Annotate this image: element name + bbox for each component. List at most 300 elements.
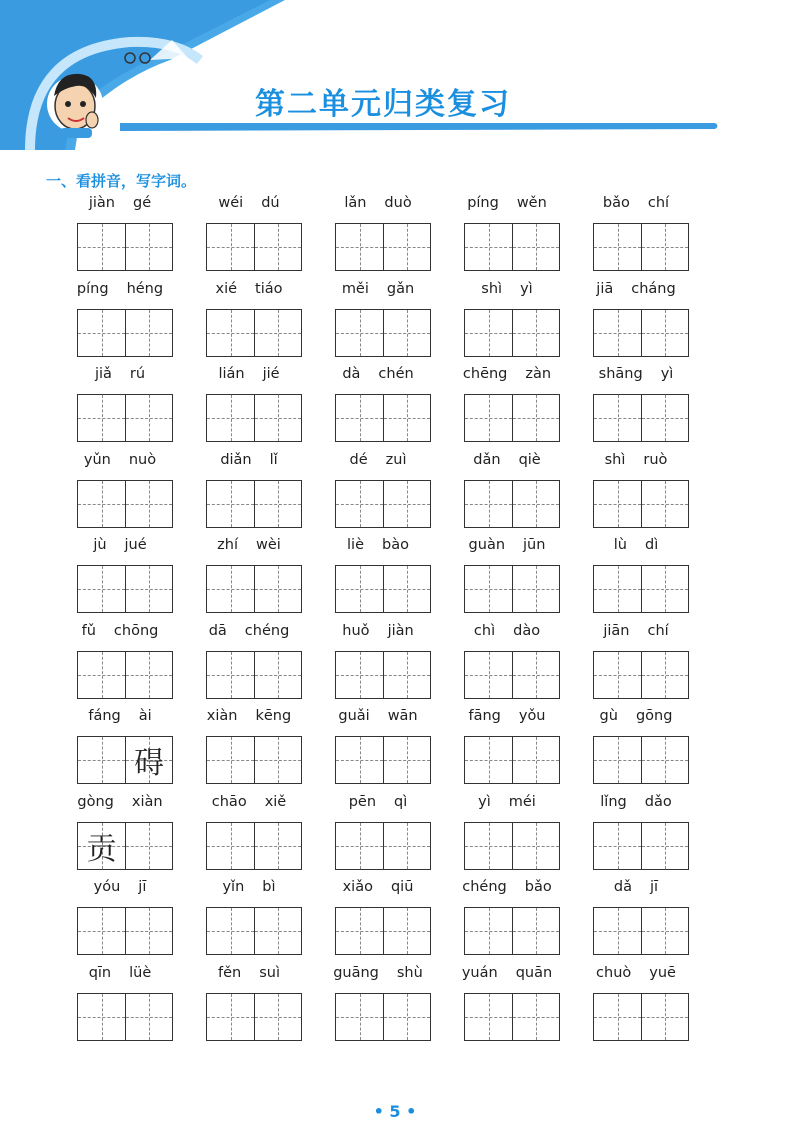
pinyin-syllable: lüè [129, 964, 152, 981]
writing-box-pair [593, 565, 689, 613]
pinyin-syllable: nuò [128, 451, 157, 468]
writing-box-pair [464, 993, 560, 1041]
exercise-item [189, 537, 318, 623]
writing-cell[interactable] [512, 224, 559, 270]
pinyin-syllable: tiáo [255, 280, 283, 297]
writing-cell[interactable] [254, 224, 301, 270]
pinyin-syllable: bào [382, 537, 409, 553]
exercise-row [60, 452, 750, 538]
writing-cell[interactable] [465, 908, 512, 954]
writing-cell[interactable] [512, 395, 559, 441]
exercise-item [60, 708, 189, 794]
writing-cell[interactable] [641, 481, 688, 527]
pinyin-syllable: chéng [462, 879, 507, 895]
pinyin-label [189, 879, 309, 895]
writing-cell[interactable] [125, 652, 172, 698]
writing-cell[interactable] [383, 566, 430, 612]
writing-box-pair [335, 309, 431, 357]
pinyin-syllable: měi [341, 280, 369, 297]
writing-cell[interactable] [125, 481, 172, 527]
exercise-item [447, 366, 576, 452]
writing-cell[interactable] [78, 652, 125, 698]
writing-cell[interactable] [78, 566, 125, 612]
writing-cell[interactable] [594, 823, 641, 869]
pinyin-label [576, 452, 696, 468]
pinyin-syllable: lián [218, 366, 245, 382]
exercise-row [60, 965, 750, 1051]
writing-box-pair [335, 565, 431, 613]
writing-cell[interactable] [641, 908, 688, 954]
writing-box-pair [335, 394, 431, 442]
pinyin-label [318, 965, 438, 981]
pinyin-syllable: shù [396, 964, 423, 981]
writing-cell[interactable] [125, 737, 172, 783]
writing-box-pair [464, 480, 560, 528]
pinyin-syllable: pēn [348, 793, 377, 810]
writing-cell[interactable] [512, 908, 559, 954]
pinyin-syllable: chí [647, 622, 669, 639]
writing-cell[interactable] [336, 737, 383, 783]
pinyin-syllable: jié [262, 366, 280, 382]
pinyin-syllable: jī [650, 879, 659, 895]
writing-box-pair [335, 223, 431, 271]
pinyin-syllable: yuē [649, 964, 676, 981]
exercise-item [189, 623, 318, 709]
writing-cell[interactable] [336, 566, 383, 612]
exercise-item [189, 452, 318, 538]
pinyin-label [60, 708, 180, 724]
writing-cell[interactable] [594, 310, 641, 356]
writing-cell[interactable] [78, 481, 125, 527]
exercise-row [60, 537, 750, 623]
writing-cell[interactable] [336, 395, 383, 441]
pinyin-syllable: chōng [113, 622, 159, 639]
pinyin-syllable: wèi [256, 537, 281, 553]
pinyin-syllable: dā [208, 622, 227, 639]
writing-cell[interactable] [641, 994, 688, 1040]
pinyin-label [447, 281, 567, 297]
writing-box-pair [593, 907, 689, 955]
pinyin-syllable: guàn [468, 537, 506, 553]
writing-cell[interactable] [512, 737, 559, 783]
pinyin-syllable: chāo [211, 793, 247, 810]
pinyin-label [576, 623, 696, 639]
writing-cell[interactable] [594, 566, 641, 612]
pinyin-label [189, 965, 309, 981]
pinyin-syllable: yuán [461, 964, 498, 981]
pinyin-label [60, 452, 180, 468]
exercise-item [318, 965, 447, 1051]
exercise-item [60, 452, 189, 538]
writing-cell[interactable] [254, 395, 301, 441]
pinyin-syllable: jiǎ [94, 366, 112, 382]
writing-cell[interactable] [641, 652, 688, 698]
pinyin-label [318, 537, 438, 553]
writing-cell[interactable] [383, 395, 430, 441]
exercise-item [447, 195, 576, 281]
pinyin-label [576, 281, 696, 297]
writing-cell[interactable] [383, 310, 430, 356]
pinyin-syllable: quān [515, 964, 553, 981]
writing-box-pair [77, 822, 173, 870]
writing-cell[interactable] [336, 823, 383, 869]
exercise-item [60, 537, 189, 623]
pinyin-syllable: rú [129, 366, 146, 382]
pinyin-syllable: gù [599, 708, 618, 724]
pinyin-syllable: wān [387, 708, 418, 724]
writing-cell[interactable] [78, 310, 125, 356]
pinyin-syllable: fǔ [81, 622, 96, 639]
exercise-item [318, 537, 447, 623]
pinyin-syllable: dé [349, 451, 368, 468]
writing-cell[interactable] [383, 994, 430, 1040]
writing-cell[interactable] [78, 224, 125, 270]
writing-cell[interactable] [78, 908, 125, 954]
pinyin-syllable: jiàn [387, 622, 414, 639]
exercise-item [60, 366, 189, 452]
writing-cell[interactable] [641, 737, 688, 783]
pinyin-syllable: qīn [88, 964, 112, 981]
writing-cell[interactable] [254, 652, 301, 698]
pinyin-syllable: chí [647, 195, 670, 211]
exercise-item [189, 708, 318, 794]
writing-cell[interactable] [254, 908, 301, 954]
pinyin-label [60, 623, 180, 639]
pinyin-syllable: méi [508, 793, 536, 810]
pinyin-syllable: chéng [244, 622, 290, 639]
pinyin-label [447, 623, 567, 639]
writing-cell[interactable] [336, 224, 383, 270]
pinyin-syllable: liè [347, 537, 364, 553]
pinyin-label [318, 366, 438, 382]
writing-cell[interactable] [254, 481, 301, 527]
writing-cell[interactable] [336, 481, 383, 527]
pinyin-syllable: jiàn [88, 195, 115, 211]
exercise-item [60, 879, 189, 965]
writing-cell[interactable] [465, 823, 512, 869]
pinyin-label [318, 708, 438, 724]
writing-box-pair [464, 822, 560, 870]
pinyin-syllable: dǎn [473, 451, 501, 468]
writing-cell[interactable] [383, 224, 430, 270]
writing-cell[interactable] [641, 823, 688, 869]
writing-box-pair [206, 993, 302, 1041]
writing-box-pair [593, 736, 689, 784]
pinyin-label [60, 366, 180, 382]
writing-cell[interactable] [207, 823, 254, 869]
pinyin-label [189, 537, 309, 553]
writing-cell[interactable] [336, 652, 383, 698]
writing-box-pair [464, 565, 560, 613]
writing-cell[interactable] [254, 566, 301, 612]
writing-box-pair [593, 480, 689, 528]
pinyin-label [189, 623, 309, 639]
pinyin-syllable: yóu [93, 879, 121, 895]
handwritten-character: 贡 [86, 831, 117, 867]
exercise-item [576, 879, 705, 965]
exercise-item [318, 195, 447, 281]
header-banner [0, 0, 790, 150]
writing-cell[interactable] [207, 994, 254, 1040]
writing-cell[interactable] [125, 908, 172, 954]
writing-cell[interactable] [594, 481, 641, 527]
writing-cell[interactable] [207, 224, 254, 270]
writing-cell[interactable] [383, 823, 430, 869]
writing-cell[interactable] [125, 395, 172, 441]
pinyin-syllable: kēng [255, 708, 292, 724]
writing-cell[interactable] [125, 310, 172, 356]
writing-box-pair [593, 651, 689, 699]
writing-cell[interactable] [641, 310, 688, 356]
exercise-item [576, 195, 705, 281]
writing-cell[interactable] [465, 652, 512, 698]
exercise-item [447, 452, 576, 538]
pinyin-syllable: qiū [390, 879, 414, 895]
pinyin-label [60, 965, 180, 981]
writing-cell[interactable] [125, 224, 172, 270]
exercise-item [318, 366, 447, 452]
exercise-item [189, 195, 318, 281]
pinyin-syllable: bǎo [602, 195, 630, 211]
writing-box-pair [206, 822, 302, 870]
writing-cell[interactable] [336, 908, 383, 954]
writing-cell[interactable] [254, 994, 301, 1040]
exercise-item [189, 879, 318, 965]
pinyin-syllable: chēng [462, 366, 508, 382]
writing-box-pair [335, 651, 431, 699]
writing-box-pair [464, 223, 560, 271]
writing-cell[interactable] [207, 310, 254, 356]
writing-cell[interactable] [594, 652, 641, 698]
writing-cell[interactable] [383, 652, 430, 698]
writing-cell[interactable] [207, 652, 254, 698]
pinyin-exercise-grid [60, 195, 750, 1050]
pinyin-syllable: lǐng [600, 793, 627, 810]
writing-cell[interactable] [641, 566, 688, 612]
pinyin-syllable: gǎn [386, 280, 415, 297]
writing-box-pair [464, 907, 560, 955]
pinyin-label [318, 623, 438, 639]
exercise-item [447, 708, 576, 794]
exercise-row [60, 281, 750, 367]
pinyin-syllable: shì [481, 280, 503, 297]
writing-cell[interactable] [512, 481, 559, 527]
writing-cell[interactable] [465, 224, 512, 270]
pinyin-label [318, 879, 438, 895]
exercise-item [447, 281, 576, 367]
pinyin-syllable: duò [384, 195, 412, 211]
writing-cell[interactable] [207, 908, 254, 954]
pinyin-syllable: jué [124, 537, 147, 553]
pinyin-label [189, 794, 309, 810]
exercise-item [189, 281, 318, 367]
pinyin-syllable: bǎo [524, 879, 552, 895]
writing-cell[interactable] [594, 737, 641, 783]
pinyin-syllable: jiā [596, 280, 614, 297]
writing-cell[interactable] [383, 737, 430, 783]
pinyin-label [189, 452, 309, 468]
exercise-row [60, 623, 750, 709]
pinyin-label [576, 965, 696, 981]
pinyin-label [60, 195, 180, 211]
exercise-item [576, 537, 705, 623]
exercise-item [576, 452, 705, 538]
writing-cell[interactable] [594, 224, 641, 270]
writing-cell[interactable] [336, 994, 383, 1040]
pinyin-syllable: dà [342, 366, 361, 382]
pinyin-label [447, 708, 567, 724]
pinyin-syllable: suì [259, 964, 280, 981]
writing-box-pair [593, 223, 689, 271]
writing-cell[interactable] [254, 737, 301, 783]
writing-box-pair [206, 736, 302, 784]
writing-cell[interactable] [512, 994, 559, 1040]
writing-cell[interactable] [512, 310, 559, 356]
writing-cell[interactable] [78, 737, 125, 783]
pinyin-syllable: gōng [635, 708, 673, 724]
writing-cell[interactable] [465, 395, 512, 441]
writing-cell[interactable] [125, 566, 172, 612]
writing-box-pair [77, 736, 173, 784]
writing-box-pair [206, 309, 302, 357]
pinyin-label [318, 794, 438, 810]
writing-box-pair [206, 907, 302, 955]
exercise-item [318, 281, 447, 367]
pinyin-label [576, 537, 696, 553]
writing-box-pair [464, 651, 560, 699]
pinyin-syllable: guāng [333, 964, 379, 981]
exercise-item [60, 794, 189, 880]
header-decoration [0, 0, 790, 150]
pinyin-syllable: héng [126, 280, 164, 297]
pinyin-syllable: jù [93, 537, 107, 553]
exercise-item [318, 708, 447, 794]
header-underline-bar [120, 123, 718, 131]
pinyin-label [576, 195, 696, 211]
pinyin-syllable: jiān [603, 622, 630, 639]
writing-box-pair [335, 736, 431, 784]
pinyin-label [318, 195, 438, 211]
writing-box-pair [593, 394, 689, 442]
pinyin-syllable: jūn [523, 537, 546, 553]
pinyin-syllable: zuì [385, 451, 407, 468]
writing-cell[interactable] [383, 908, 430, 954]
pinyin-syllable: lǎn [344, 195, 367, 211]
exercise-item [189, 794, 318, 880]
exercise-item [318, 879, 447, 965]
writing-cell[interactable] [512, 823, 559, 869]
writing-cell[interactable] [465, 994, 512, 1040]
pinyin-syllable: chén [378, 366, 414, 382]
pinyin-label [447, 965, 567, 981]
exercise-item [189, 366, 318, 452]
pinyin-label [447, 537, 567, 553]
writing-box-pair [206, 480, 302, 528]
pinyin-syllable: gòng [77, 793, 114, 810]
pinyin-syllable: yǐn [222, 879, 245, 895]
writing-cell[interactable] [594, 908, 641, 954]
writing-cell[interactable] [207, 566, 254, 612]
pinyin-label [447, 452, 567, 468]
page-title: 第二单元归类复习 [255, 87, 511, 122]
writing-cell[interactable] [254, 823, 301, 869]
writing-cell[interactable] [512, 652, 559, 698]
writing-box-pair [593, 993, 689, 1041]
writing-cell[interactable] [125, 994, 172, 1040]
writing-box-pair [77, 907, 173, 955]
pinyin-syllable: xié [215, 280, 238, 297]
pinyin-label [576, 794, 696, 810]
writing-box-pair [464, 309, 560, 357]
writing-box-pair [77, 223, 173, 271]
writing-cell[interactable] [641, 395, 688, 441]
pinyin-syllable: lǐ [269, 451, 278, 468]
writing-box-pair [77, 394, 173, 442]
pinyin-label [60, 794, 180, 810]
pinyin-syllable: xiàn [131, 793, 163, 810]
writing-cell[interactable] [336, 310, 383, 356]
writing-cell[interactable] [125, 823, 172, 869]
pinyin-syllable: shāng [598, 366, 643, 382]
exercise-item [447, 537, 576, 623]
exercise-item [576, 623, 705, 709]
writing-cell[interactable] [512, 566, 559, 612]
writing-box-pair [335, 993, 431, 1041]
exercise-item [318, 623, 447, 709]
writing-cell[interactable] [78, 395, 125, 441]
writing-cell[interactable] [207, 395, 254, 441]
pinyin-syllable: ruò [643, 451, 668, 468]
pinyin-syllable: xiǎo [342, 879, 373, 895]
pinyin-syllable: guǎi [338, 708, 370, 724]
writing-cell[interactable] [383, 481, 430, 527]
pinyin-syllable: qiè [518, 451, 541, 468]
pinyin-syllable: ài [138, 708, 152, 724]
exercise-item [576, 965, 705, 1051]
pinyin-label [60, 281, 180, 297]
pinyin-label [189, 281, 309, 297]
pinyin-syllable: diǎn [220, 451, 252, 468]
pinyin-syllable: yì [478, 793, 491, 810]
exercise-item [447, 879, 576, 965]
writing-cell[interactable] [594, 994, 641, 1040]
pinyin-syllable: dǎ [613, 879, 633, 895]
pinyin-syllable: qì [394, 793, 408, 810]
writing-cell[interactable] [465, 481, 512, 527]
writing-cell[interactable] [78, 823, 125, 869]
writing-box-pair [77, 309, 173, 357]
pinyin-syllable: bì [262, 879, 276, 895]
writing-box-pair [77, 651, 173, 699]
writing-cell[interactable] [207, 737, 254, 783]
writing-box-pair [206, 565, 302, 613]
writing-cell[interactable] [254, 310, 301, 356]
writing-cell[interactable] [465, 566, 512, 612]
exercise-item [60, 281, 189, 367]
writing-cell[interactable] [207, 481, 254, 527]
writing-cell[interactable] [465, 737, 512, 783]
writing-cell[interactable] [78, 994, 125, 1040]
writing-cell[interactable] [465, 310, 512, 356]
writing-cell[interactable] [641, 224, 688, 270]
writing-cell[interactable] [594, 395, 641, 441]
exercise-row [60, 366, 750, 452]
pinyin-syllable: fāng [468, 708, 501, 724]
pinyin-syllable: dì [644, 537, 659, 553]
pinyin-syllable: xiàn [206, 708, 238, 724]
exercise-item [576, 281, 705, 367]
handwritten-character: 碍 [134, 746, 164, 781]
